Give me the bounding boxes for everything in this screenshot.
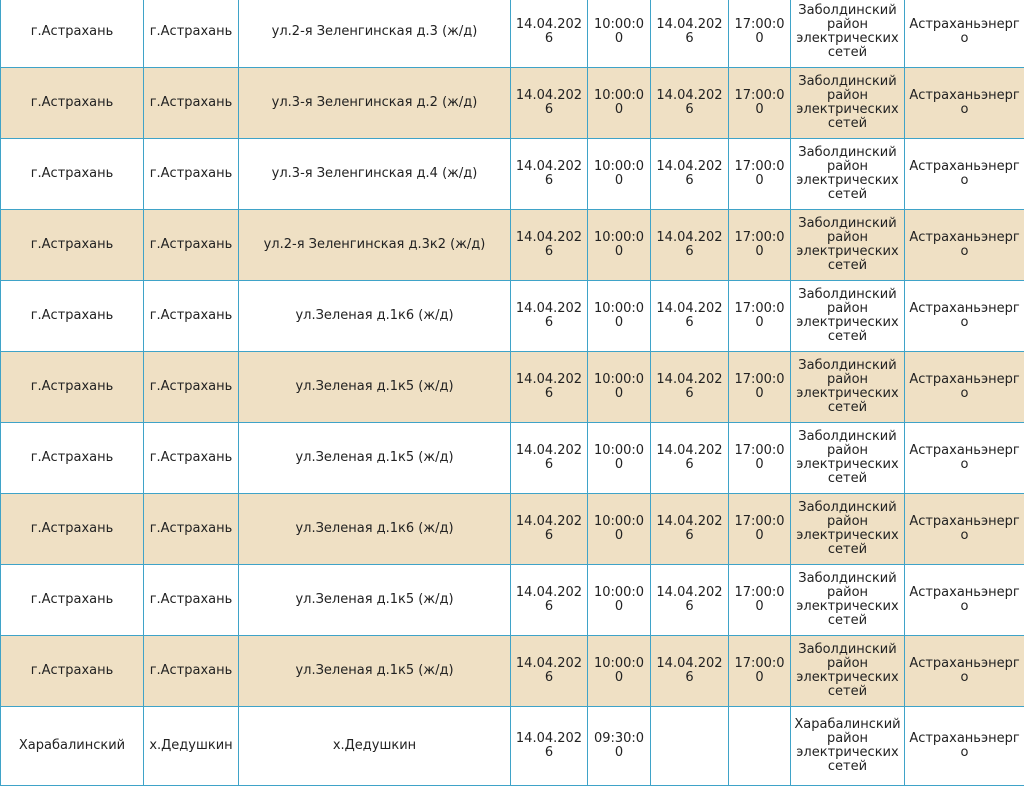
start-date-cell: 14.04.2026: [511, 565, 588, 636]
start-date-cell: 14.04.2026: [511, 352, 588, 423]
company-cell: Астраханьэнерго: [905, 68, 1024, 139]
end-time-cell: 17:00:00: [729, 494, 791, 565]
address-cell: ул.Зеленая д.1к5 (ж/д): [239, 565, 511, 636]
locality-cell: г.Астрахань: [144, 423, 239, 494]
start-date-cell: 14.04.2026: [511, 0, 588, 68]
district-cell: г.Астрахань: [1, 68, 144, 139]
district-cell: г.Астрахань: [1, 139, 144, 210]
start-time-cell: 10:00:00: [588, 139, 651, 210]
network-cell: Заболдинский район электрических сетей: [791, 352, 905, 423]
end-time-cell: [729, 707, 791, 786]
company-cell: Астраханьэнерго: [905, 494, 1024, 565]
end-date-cell: 14.04.2026: [651, 636, 729, 707]
start-time-cell: 10:00:00: [588, 423, 651, 494]
address-cell: ул.3-я Зеленгинская д.2 (ж/д): [239, 68, 511, 139]
network-cell: Заболдинский район электрических сетей: [791, 281, 905, 352]
address-cell: ул.Зеленая д.1к5 (ж/д): [239, 352, 511, 423]
table-row: [1, 139, 1024, 210]
district-cell: г.Астрахань: [1, 423, 144, 494]
locality-cell: х.Дедушкин: [144, 707, 239, 786]
end-date-cell: 14.04.2026: [651, 281, 729, 352]
start-time-cell: 09:30:00: [588, 707, 651, 786]
locality-cell: г.Астрахань: [144, 352, 239, 423]
address-cell: ул.Зеленая д.1к6 (ж/д): [239, 281, 511, 352]
locality-cell: г.Астрахань: [144, 565, 239, 636]
company-cell: Астраханьэнерго: [905, 210, 1024, 281]
end-date-cell: 14.04.2026: [651, 68, 729, 139]
start-date-cell: 14.04.2026: [511, 139, 588, 210]
end-date-cell: 14.04.2026: [651, 423, 729, 494]
table-row: [1, 423, 1024, 494]
start-time-cell: 10:00:00: [588, 494, 651, 565]
district-cell: г.Астрахань: [1, 565, 144, 636]
address-cell: х.Дедушкин: [239, 707, 511, 786]
address-cell: ул.3-я Зеленгинская д.4 (ж/д): [239, 139, 511, 210]
start-time-cell: 10:00:00: [588, 352, 651, 423]
company-cell: Астраханьэнерго: [905, 0, 1024, 68]
network-cell: Заболдинский район электрических сетей: [791, 68, 905, 139]
table-row: [1, 494, 1024, 565]
company-cell: Астраханьэнерго: [905, 423, 1024, 494]
end-date-cell: 14.04.2026: [651, 139, 729, 210]
network-cell: Заболдинский район электрических сетей: [791, 139, 905, 210]
start-date-cell: 14.04.2026: [511, 423, 588, 494]
end-time-cell: 17:00:00: [729, 352, 791, 423]
locality-cell: г.Астрахань: [144, 494, 239, 565]
locality-cell: г.Астрахань: [144, 281, 239, 352]
end-time-cell: 17:00:00: [729, 636, 791, 707]
company-cell: Астраханьэнерго: [905, 565, 1024, 636]
table-row: [1, 68, 1024, 139]
network-cell: Заболдинский район электрических сетей: [791, 423, 905, 494]
company-cell: Астраханьэнерго: [905, 636, 1024, 707]
table-row: [1, 281, 1024, 352]
locality-cell: г.Астрахань: [144, 636, 239, 707]
start-date-cell: 14.04.2026: [511, 68, 588, 139]
end-time-cell: 17:00:00: [729, 139, 791, 210]
company-cell: Астраханьэнерго: [905, 281, 1024, 352]
address-cell: ул.2-я Зеленгинская д.3 (ж/д): [239, 0, 511, 68]
address-cell: ул.Зеленая д.1к5 (ж/д): [239, 636, 511, 707]
address-cell: ул.Зеленая д.1к6 (ж/д): [239, 494, 511, 565]
network-cell: Заболдинский район электрических сетей: [791, 565, 905, 636]
end-date-cell: 14.04.2026: [651, 210, 729, 281]
network-cell: Заболдинский район электрических сетей: [791, 0, 905, 68]
table-row: [1, 352, 1024, 423]
end-date-cell: 14.04.2026: [651, 352, 729, 423]
company-cell: Астраханьэнерго: [905, 707, 1024, 786]
start-time-cell: 10:00:00: [588, 281, 651, 352]
locality-cell: г.Астрахань: [144, 68, 239, 139]
company-cell: Астраханьэнерго: [905, 139, 1024, 210]
end-time-cell: 17:00:00: [729, 0, 791, 68]
table-row: [1, 0, 1024, 68]
start-date-cell: 14.04.2026: [511, 494, 588, 565]
start-time-cell: 10:00:00: [588, 0, 651, 68]
table-row: [1, 565, 1024, 636]
start-date-cell: 14.04.2026: [511, 707, 588, 786]
address-cell: ул.2-я Зеленгинская д.3к2 (ж/д): [239, 210, 511, 281]
end-time-cell: 17:00:00: [729, 210, 791, 281]
end-time-cell: 17:00:00: [729, 281, 791, 352]
locality-cell: г.Астрахань: [144, 0, 239, 68]
end-time-cell: 17:00:00: [729, 423, 791, 494]
end-date-cell: 14.04.2026: [651, 565, 729, 636]
company-cell: Астраханьэнерго: [905, 352, 1024, 423]
network-cell: Заболдинский район электрических сетей: [791, 494, 905, 565]
district-cell: г.Астрахань: [1, 636, 144, 707]
locality-cell: г.Астрахань: [144, 139, 239, 210]
district-cell: г.Астрахань: [1, 281, 144, 352]
start-time-cell: 10:00:00: [588, 210, 651, 281]
district-cell: г.Астрахань: [1, 494, 144, 565]
end-date-cell: 14.04.2026: [651, 494, 729, 565]
network-cell: Харабалинский район электрических сетей: [791, 707, 905, 786]
table-row: [1, 707, 1024, 786]
table-row: [1, 210, 1024, 281]
start-time-cell: 10:00:00: [588, 565, 651, 636]
start-time-cell: 10:00:00: [588, 68, 651, 139]
start-date-cell: 14.04.2026: [511, 281, 588, 352]
end-time-cell: 17:00:00: [729, 565, 791, 636]
district-cell: г.Астрахань: [1, 210, 144, 281]
table-row: [1, 636, 1024, 707]
district-cell: Харабалинский: [1, 707, 144, 786]
start-date-cell: 14.04.2026: [511, 636, 588, 707]
district-cell: г.Астрахань: [1, 352, 144, 423]
district-cell: г.Астрахань: [1, 0, 144, 68]
address-cell: ул.Зеленая д.1к5 (ж/д): [239, 423, 511, 494]
end-date-cell: 14.04.2026: [651, 0, 729, 68]
locality-cell: г.Астрахань: [144, 210, 239, 281]
start-time-cell: 10:00:00: [588, 636, 651, 707]
end-date-cell: [651, 707, 729, 786]
network-cell: Заболдинский район электрических сетей: [791, 636, 905, 707]
end-time-cell: 17:00:00: [729, 68, 791, 139]
start-date-cell: 14.04.2026: [511, 210, 588, 281]
network-cell: Заболдинский район электрических сетей: [791, 210, 905, 281]
